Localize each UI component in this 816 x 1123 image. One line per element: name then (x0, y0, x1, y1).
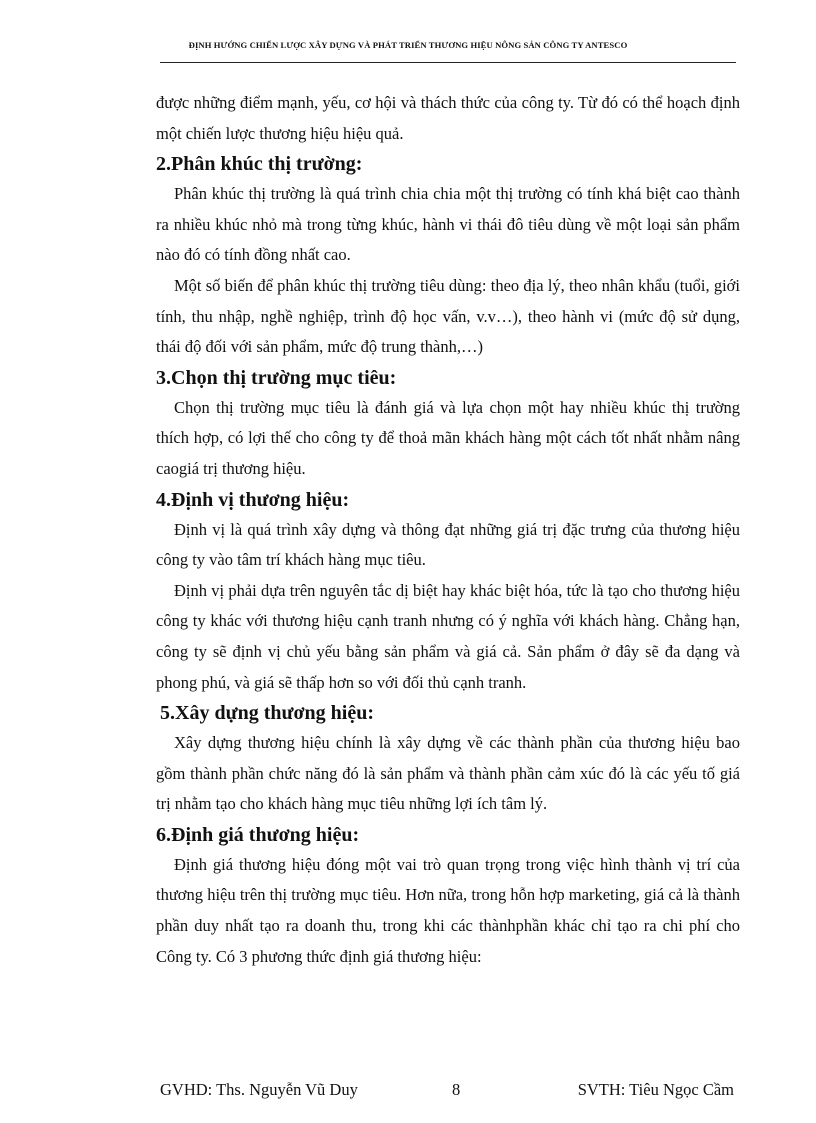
section-heading: 4.Định vị thương hiệu: (156, 488, 350, 511)
section-paragraph: Định vị phải dựa trên nguyên tắc dị biệt hay khác biệt hóa, tức là tạo cho thương hiệu công ty khác với thương hiệu cạnh tranh nhưng có ý nghĩa với khách hàng. Chẳng hạn, công ty sẽ định vị chủ yếu bằng sản phẩm và giá cả. Sản phẩm ở đây sẽ đa dạng và phong phú, và giá sẽ thấp hơn so với đối thủ cạnh tranh. (156, 580, 740, 692)
running-header: ĐỊNH HƯỚNG CHIẾN LƯỢC XÂY DỰNG VÀ PHÁT TRIỂN THƯƠNG HIỆU NÔNG SẢN CÔNG TY ANTESCO (188, 40, 628, 50)
section-target-market (156, 363, 740, 485)
section-brand-pricing (156, 820, 740, 972)
section-heading: 2.Phân khúc thị trường: (156, 153, 363, 176)
header-divider (160, 62, 736, 63)
section-heading: 3.Chọn thị trường mục tiêu: (156, 366, 397, 389)
section-market-segmentation (156, 149, 740, 363)
section-heading: 6.Định giá thương hiệu: (156, 823, 360, 846)
page-body (156, 88, 740, 972)
section-paragraph: Một số biến để phân khúc thị trường tiêu dùng: theo địa lý, theo nhân khẩu (tuổi, giới tính, thu nhập, nghề nghiệp, trình độ học vấn, v.v…), theo hành vi (mức độ sử dụng, thái độ đối với sản phẩm, mức độ trung thành,…) (156, 275, 740, 357)
intro-paragraph: được những điểm mạnh, yếu, cơ hội và thách thức của công ty. Từ đó có thể hoạch định một chiến lược thương hiệu hiệu quả. (156, 93, 740, 143)
section-heading: 5.Xây dựng thương hiệu: (160, 702, 375, 725)
footer-student: SVTH: Tiêu Ngọc Cầm (577, 1080, 734, 1099)
section-paragraph: Phân khúc thị trường là quá trình chia chia một thị trường có tính khá biệt cao thành ra nhiều khúc nhỏ mà trong từng khúc, hành vi thái đô tiêu dùng về một loại sản phẩm nào đó có tính đồng nhất cao. (156, 184, 740, 265)
section-paragraph: Xây dựng thương hiệu chính là xây dựng về các thành phần của thương hiệu bao gồm thành phần chức năng đó là sản phẩm và thành phần cảm xúc đó là các yếu tố giá trị nhằm tạo cho khách hàng mục tiêu những lợi ích tâm lý. (156, 733, 740, 814)
section-brand-building (156, 698, 740, 820)
section-brand-positioning (156, 485, 740, 699)
section-paragraph: Chọn thị trường mục tiêu là đánh giá và lựa chọn một hay nhiều khúc thị trường thích hợp, có lợi thế cho công ty để thoả mãn khách hàng một cách tốt nhất nhằm nâng caogiá trị thương hiệu. (156, 397, 740, 478)
section-paragraph: Định giá thương hiệu đóng một vai trò quan trọng trong việc hình thành vị trí của thương hiệu trên thị trường mục tiêu. Hơn nữa, trong hỗn hợp marketing, giá cả là thành phần duy nhất tạo ra doanh thu, trong khi các thànhphần khác chỉ tạo ra chi phí cho Công ty. Có 3 phương thức định giá thương hiệu: (156, 854, 740, 966)
section-paragraph: Định vị là quá trình xây dựng và thông đạt những giá trị đặc trưng của thương hiệu công ty vào tâm trí khách hàng mục tiêu. (156, 519, 740, 570)
footer-advisor: GVHD: Ths. Nguyễn Vũ Duy (160, 1080, 358, 1099)
page-number: 8 (452, 1080, 461, 1099)
